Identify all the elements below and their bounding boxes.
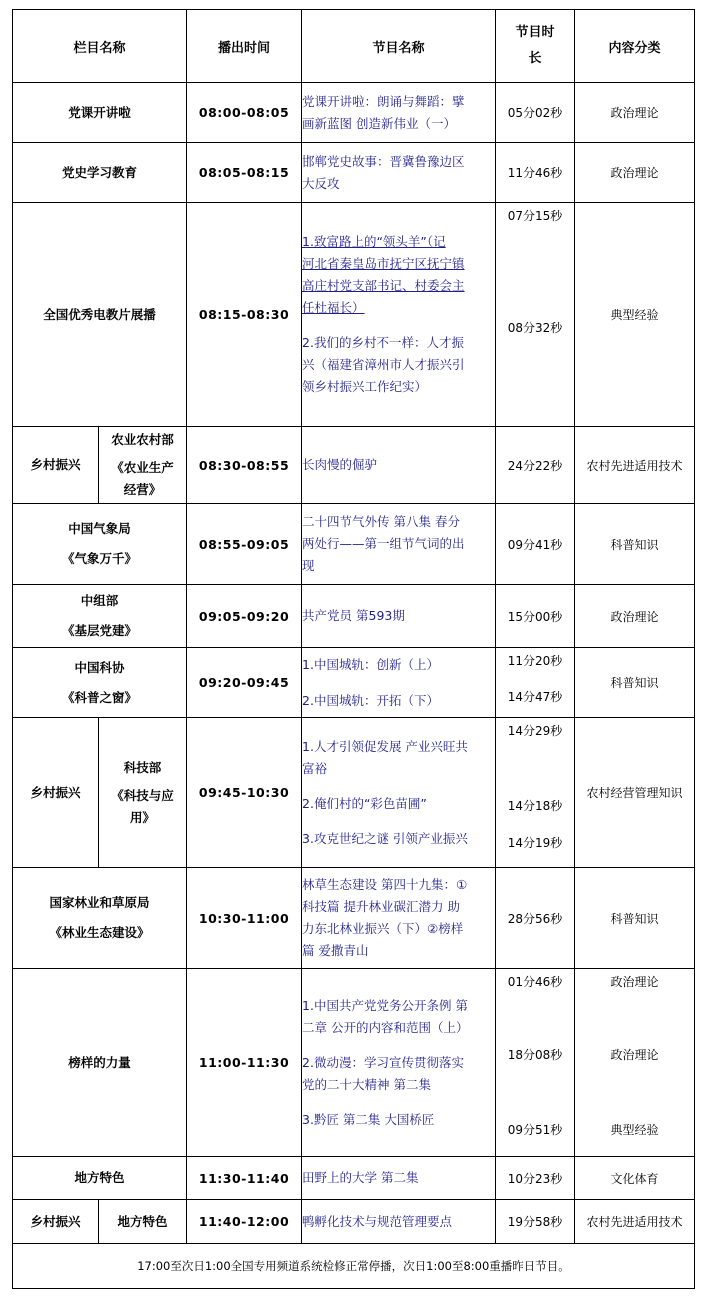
category-cell: 农村先进适用技术 — [575, 427, 695, 504]
program-cell: 长肉慢的倔驴 — [302, 427, 496, 504]
program-cell: 田野上的大学 第二集 — [302, 1157, 496, 1200]
category-cell: 典型经验 — [575, 203, 695, 427]
column-name-right-cell: 地方特色 — [99, 1200, 187, 1244]
column-name-cell: 中国科协 《科普之窗》 — [13, 648, 187, 718]
category-cell: 科普知识 — [575, 504, 695, 585]
column-name-cell: 中国气象局 《气象万千》 — [13, 504, 187, 585]
program-cell: 邯郸党史故事：晋冀鲁豫边区 大反攻 — [302, 143, 496, 203]
category-cell: 农村先进适用技术 — [575, 1200, 695, 1244]
category-cell: 科普知识 — [575, 648, 695, 718]
category-cell: 政治理论 — [575, 585, 695, 648]
airtime-cell: 08:15-08:30 — [187, 203, 302, 427]
column-name-cell: 党史学习教育 — [13, 143, 187, 203]
category-cell: 文化体育 — [575, 1157, 695, 1200]
header-column-name: 栏目名称 — [13, 10, 187, 83]
category-cell: 农村经营管理知识 — [575, 718, 695, 868]
header-category: 内容分类 — [575, 10, 695, 83]
column-name-cell: 榜样的力量 — [13, 969, 187, 1157]
header-program: 节目名称 — [302, 10, 496, 83]
program-cell: 二十四节气外传 第八集 春分 两处行——第一组节气词的出 现 — [302, 504, 496, 585]
table-row — [13, 504, 695, 585]
program-cell: 1.人才引领促发展 产业兴旺共 富裕 2.俺们村的“彩色苗圃” 3.攻克世纪之谜 引领产业振兴 — [302, 718, 496, 868]
column-name-right-cell: 农业农村部 《农业生产 经营》 — [99, 427, 187, 504]
program-cell: 鸭孵化技术与规范管理要点 — [302, 1200, 496, 1244]
header-airtime: 播出时间 — [187, 10, 302, 83]
column-name-cell: 地方特色 — [13, 1157, 187, 1200]
table-row — [13, 585, 695, 648]
duration-cell: 09分41秒 — [496, 504, 575, 585]
schedule-table — [12, 9, 695, 1289]
airtime-cell: 09:45-10:30 — [187, 718, 302, 868]
column-name-right-cell: 科技部 《科技与应 用》 — [99, 718, 187, 868]
program-cell: 1.中国共产党党务公开条例 第 二章 公开的内容和范围（上） 2.微动漫：学习宣传贯彻落实 党的二十大精神 第二集 3.黔匠 第二集 大国桥匠 — [302, 969, 496, 1157]
duration-cell: 07分15秒 08分32秒 — [496, 203, 575, 427]
table-row — [13, 969, 695, 1157]
airtime-cell: 08:05-08:15 — [187, 143, 302, 203]
column-name-cell: 国家林业和草原局 《林业生态建设》 — [13, 868, 187, 969]
program-cell: 1.中国城轨：创新（上） 2.中国城轨：开拓（下） — [302, 648, 496, 718]
duration-cell: 05分02秒 — [496, 83, 575, 143]
airtime-cell: 11:30-11:40 — [187, 1157, 302, 1200]
duration-cell: 10分23秒 — [496, 1157, 575, 1200]
duration-cell: 11分46秒 — [496, 143, 575, 203]
airtime-cell: 10:30-11:00 — [187, 868, 302, 969]
airtime-cell: 08:30-08:55 — [187, 427, 302, 504]
header-duration: 节目时 长 — [496, 10, 575, 83]
duration-cell: 14分29秒 14分18秒 14分19秒 — [496, 718, 575, 868]
duration-cell: 19分58秒 — [496, 1200, 575, 1244]
table-row — [13, 648, 695, 718]
table-row — [13, 427, 695, 504]
category-cell: 科普知识 — [575, 868, 695, 969]
duration-cell: 01分46秒 18分08秒 09分51秒 — [496, 969, 575, 1157]
table-row — [13, 83, 695, 143]
footer-note: 17:00至次日1:00全国专用频道系统检修正常停播，次日1:00至8:00重播昨日节目。 — [13, 1244, 695, 1289]
duration-cell: 15分00秒 — [496, 585, 575, 648]
table-row — [13, 203, 695, 427]
program-cell: 党课开讲啦：朗诵与舞蹈：擘 画新蓝图 创造新伟业（一） — [302, 83, 496, 143]
program-cell: 共产党员 第593期 — [302, 585, 496, 648]
airtime-cell: 08:00-08:05 — [187, 83, 302, 143]
category-cell: 政治理论 — [575, 143, 695, 203]
footer-row — [13, 1244, 695, 1289]
duration-cell: 24分22秒 — [496, 427, 575, 504]
airtime-cell: 11:00-11:30 — [187, 969, 302, 1157]
table-row — [13, 1200, 695, 1244]
duration-cell: 28分56秒 — [496, 868, 575, 969]
category-cell: 政治理论 — [575, 83, 695, 143]
program-cell: 林草生态建设 第四十九集：① 科技篇 提升林业碳汇潜力 助 力东北林业振兴（下）②榜样 篇 爱撒青山 — [302, 868, 496, 969]
column-name-cell: 党课开讲啦 — [13, 83, 187, 143]
column-name-cell: 中组部 《基层党建》 — [13, 585, 187, 648]
program-cell: 1.致富路上的“领头羊”（记 河北省秦皇岛市抚宁区抚宁镇 高庄村党支部书记、村委会主 任杜福长） 2.我们的乡村不一样：人才振 兴（福建省漳州市人才振兴引 领乡村振兴工作纪实） — [302, 203, 496, 427]
table-row — [13, 868, 695, 969]
table-row — [13, 1157, 695, 1200]
table-row — [13, 718, 695, 868]
column-name-cell: 全国优秀电教片展播 — [13, 203, 187, 427]
duration-cell: 11分20秒 14分47秒 — [496, 648, 575, 718]
header-row — [13, 10, 695, 83]
airtime-cell: 11:40-12:00 — [187, 1200, 302, 1244]
column-name-left-cell: 乡村振兴 — [13, 427, 99, 504]
table-row — [13, 143, 695, 203]
column-name-left-cell: 乡村振兴 — [13, 1200, 99, 1244]
airtime-cell: 08:55-09:05 — [187, 504, 302, 585]
airtime-cell: 09:05-09:20 — [187, 585, 302, 648]
airtime-cell: 09:20-09:45 — [187, 648, 302, 718]
column-name-left-cell: 乡村振兴 — [13, 718, 99, 868]
category-cell: 政治理论 政治理论 典型经验 — [575, 969, 695, 1157]
